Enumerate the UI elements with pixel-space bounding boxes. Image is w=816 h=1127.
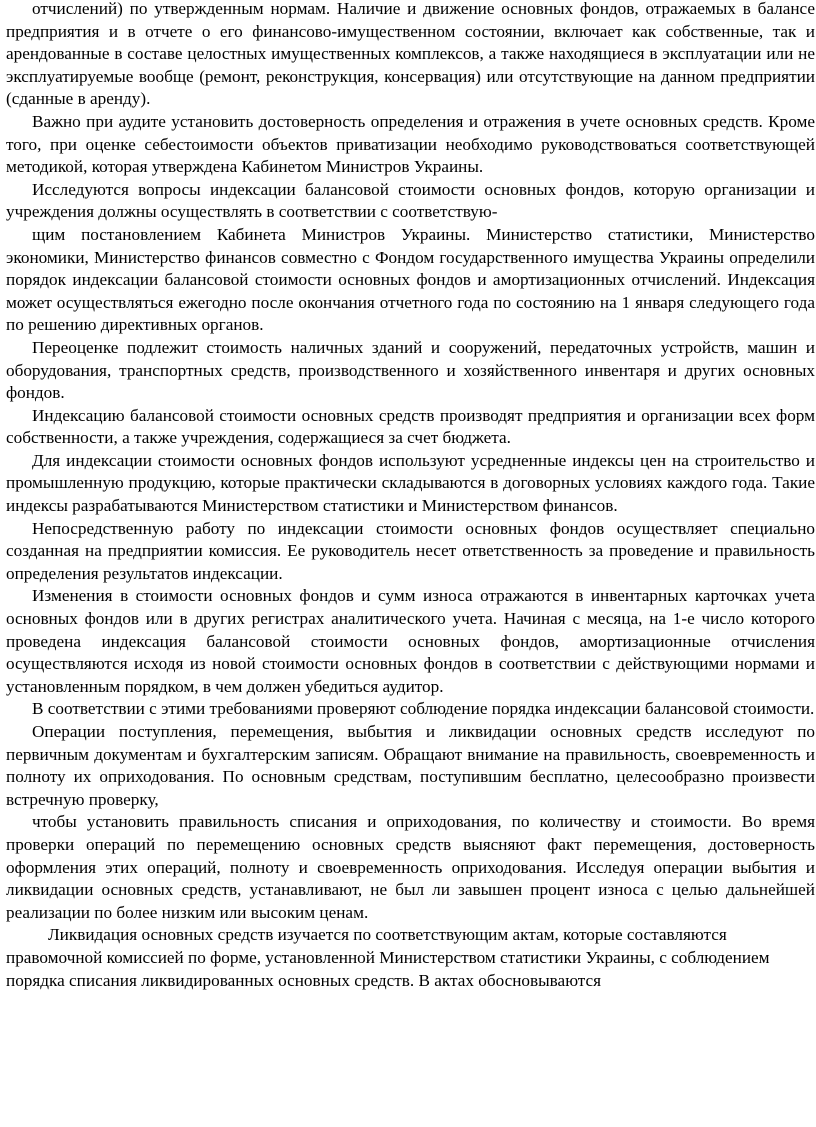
paragraph-8: Непосредственную работу по индексации стоимости основных фондов осуществляет специально созданная на предприятии комиссия. Ее руководитель несет ответственность за проведение и правильность определения результатов индексации. [6, 518, 815, 583]
paragraph-7: Для индексации стоимости основных фондов используют усредненные индексы цен на строительство и промышленную продукцию, которые практически складываются в договорных условиях каждого года. Такие индексы разрабатываются Министерством статистики и Министерством финансов. [6, 450, 815, 516]
paragraph-10: В соответствии с этими требованиями проверяют соблюдение порядка индексации балансовой стоимости. [32, 699, 815, 719]
paragraph-9: Изменения в стоимости основных фондов и сумм износа отражаются в инвентарных карточках учета основных фондов или в других регистрах аналитического учета. Начиная с месяца, на 1-е число которого проведена индексация балансовой стоимости основных фондов, амортизационные отчисления осуществляются исходя из новой стоимости основных фондов в соответствии с действующими нормами и установленным порядком, в чем должен убедиться аудитор. [6, 586, 815, 696]
paragraph-3: Исследуются вопросы индексации балансовой стоимости основных фондов, которую организации и учреждения должны осуществлять в соответствии с соответствую- [6, 179, 815, 222]
paragraph-12: чтобы установить правильность списания и оприходования, по количеству и стоимости. Во время проверки операций по перемещению основных средств выясняют факт перемещения, достоверность оформления этих операций, полноту и своевременность оприходования. Исследуя операции выбытия и ликвидации основных средств, устанавливают, не был ли завышен процент износа с целью дальнейшей реализации по более низким или высоким ценам. [6, 812, 815, 922]
paragraph-2: Важно при аудите установить достоверность определения и отражения в учете основных средств. Кроме того, при оценке себестоимости объектов приватизации необходимо руководствоваться соответствующей методикой, которая утверждена Кабинетом Министров Украины. [6, 111, 815, 177]
paragraph-13: Ликвидация основных средств изучается по соответствующим актам, которые составляются правомочной комиссией по форме, установленной Министерством статистики Украины, с соблюдением порядка списания ликвидированных основных средств. В актах обосновываются [6, 925, 770, 990]
paragraph-6: Индексацию балансовой стоимости основных средств производят предприятия и организации всех форм собственности, а также учреждения, содержащиеся за счет бюджета. [6, 405, 815, 448]
paragraph-1: отчислений) по утвержденным нормам. Наличие и движение основных фондов, отражаемых в балансе предприятия и в отчете о его финансово-имущественном состоянии, включает как собственные, так и арендованные в составе целостных имущественных комплексов, а также находящиеся в эксплуатации или не эксплуатируемые вообще (ремонт, реконструкция, консервация) или отсутствующие на данном предприятии (сданные в аренду). [6, 0, 815, 109]
paragraph-4: щим постановлением Кабинета Министров Украины. Министерство статистики, Министерство экономики, Министерство финансов совместно с Фондом государственного имущества Украины определили порядок индексации балансовой стоимости основных фондов и амортизационных отчислений. Индексация может осуществляться ежегодно после окончания отчетного года по состоянию на 1 января следующего года по решению директивных органов. [6, 224, 815, 335]
paragraph-11: Операции поступления, перемещения, выбытия и ликвидации основных средств исследуют по первичным документам и бухгалтерским записям. Обращают внимание на правильность, своевременность и полноту их оприходования. По основным средствам, поступившим бесплатно, целесообразно произвести встречную проверку, [6, 722, 815, 809]
paragraph-5: Переоценке подлежит стоимость наличных зданий и сооружений, передаточных устройств, машин и оборудования, транспортных средств, производственного и хозяйственного инвентаря и других основных фондов. [6, 337, 815, 403]
